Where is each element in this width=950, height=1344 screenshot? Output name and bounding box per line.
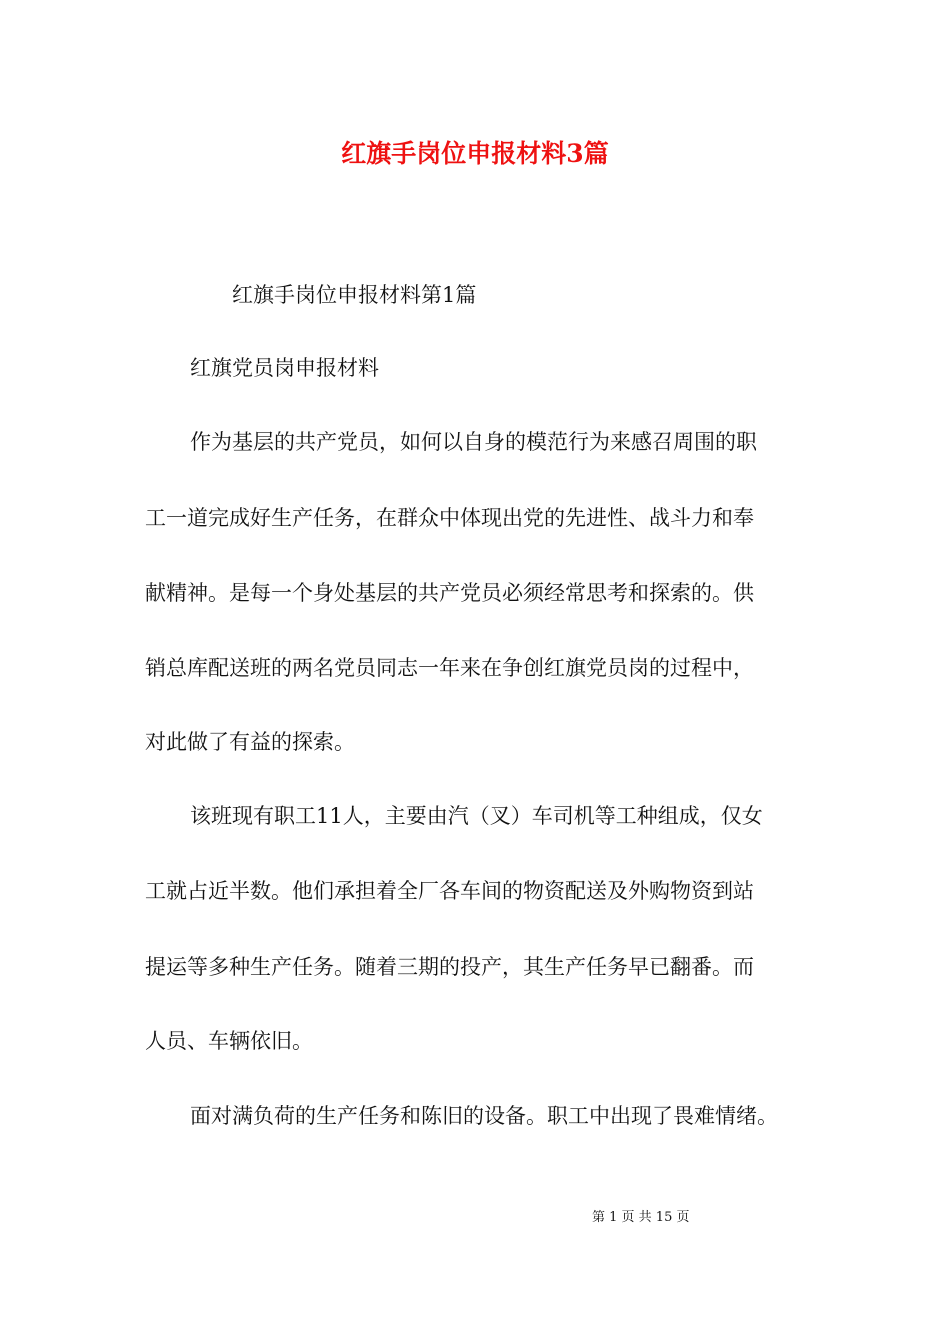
paragraph-line: 对此做了有益的探索。 bbox=[145, 730, 355, 754]
paragraph-line: 面对满负荷的生产任务和陈旧的设备。职工中出现了畏难情绪。 bbox=[190, 1104, 778, 1128]
paragraph-line: 工一道完成好生产任务，在群众中体现出党的先进性、战斗力和奉 bbox=[145, 506, 754, 530]
page-footer: 第 1 页 共 15 页 bbox=[592, 1210, 690, 1225]
paragraph-line: 献精神。是每一个身处基层的共产党员必须经常思考和探索的。供 bbox=[145, 581, 754, 605]
paragraph-line: 工就占近半数。他们承担着全厂各车间的物资配送及外购物资到站 bbox=[145, 879, 754, 903]
paragraph-line: 作为基层的共产党员，如何以自身的模范行为来感召周围的职 bbox=[190, 430, 757, 454]
paragraph-line: 人员、车辆依旧。 bbox=[145, 1029, 313, 1053]
section-heading: 红旗手岗位申报材料第1篇 bbox=[232, 283, 477, 307]
paragraph-line: 该班现有职工11人，主要由汽（叉）车司机等工种组成，仅女 bbox=[190, 804, 763, 828]
paragraph-line: 提运等多种生产任务。随着三期的投产，其生产任务早已翻番。而 bbox=[145, 955, 754, 979]
sub-heading: 红旗党员岗申报材料 bbox=[190, 356, 379, 380]
document-title: 红旗手岗位申报材料3篇 bbox=[341, 139, 609, 168]
paragraph-line: 销总库配送班的两名党员同志一年来在争创红旗党员岗的过程中， bbox=[145, 656, 754, 680]
